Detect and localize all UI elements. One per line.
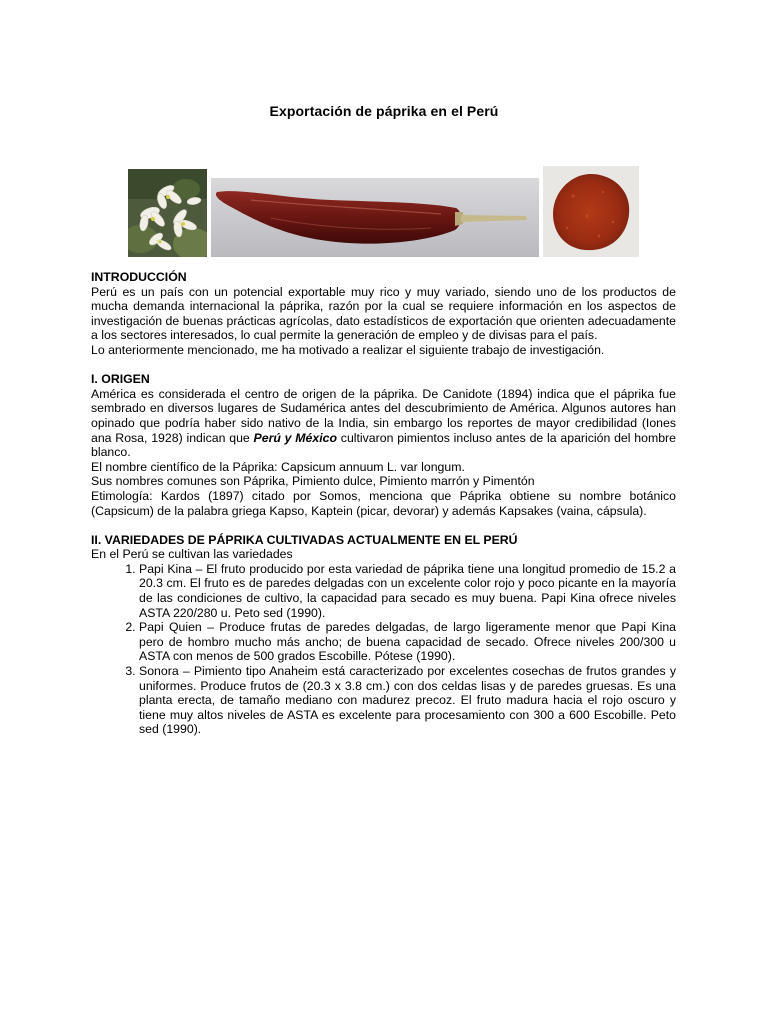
section-heading-variedades: II. VARIEDADES DE PÁPRIKA CULTIVADAS ACTUALMENTE EN EL PERÚ xyxy=(91,532,518,547)
origen-text-after: cultivaron pimientos incluso antes de la aparición del hombre blanco. xyxy=(91,430,676,460)
origen-text-before: América es considerada el centro de origen de la páprika. De Canidote (1894) indica que el páprika fue sembrado en diversos lugares de Sudamérica antes del descubrimiento de América. Algunos autores han opinado que podría haber sido nativo de la India, sin embargo los reportes de mayor credibilidad (Iones ana Rosa, 1928) indican que xyxy=(91,386,676,445)
origen-paragraph-1 xyxy=(91,387,676,460)
spacer xyxy=(91,358,676,373)
list-item: 2. Papi Quien – Produce frutas de paredes delgadas, de largo ligeramente menor que Papi Kina pero de hombro mucho más ancho; de buena capacidad de secado. Ofrece niveles 200/300 u ASTA con menos de 500 grados Escobille. Pótese (1990). xyxy=(139,620,676,664)
origen-paragraph-2: El nombre científico de la Páprika: Capsicum annuum L. var longum. xyxy=(91,459,465,474)
introduccion-paragraph-2: Lo anteriormente mencionado, me ha motivado a realizar el siguiente trabajo de investigación. xyxy=(91,342,605,357)
origen-paragraph-4: Etimología: Kardos (1897) citado por Somos, menciona que Páprika obtiene su nombre botánico (Capsicum) de la palabra griega Kapso, Kaptein (picar, devorar) y además Kapsakes (vaina, cápsula). xyxy=(91,488,676,518)
paprika-flower-photo xyxy=(128,169,207,257)
paprika-powder-photo xyxy=(543,166,639,257)
origen-emphasis: Perú y México xyxy=(253,430,337,445)
origen-paragraph-3: Sus nombres comunes son Páprika, Pimiento dulce, Pimiento marrón y Pimentón xyxy=(91,474,535,489)
document-title: Exportación de páprika en el Perú xyxy=(269,103,499,119)
section-heading-introduccion: INTRODUCCIÓN xyxy=(91,270,187,284)
varieties-list xyxy=(91,562,676,737)
introduccion-paragraph-1: Perú es un país con un potencial exportable muy rico y muy variado, siendo uno de los productos de mucha demanda internacional la páprika, razón por la cual se requiere información en los aspectos de investigación de buenas prácticas agrícolas, dato estadísticos de exportación que orienten adecuadamente a los sectores interesados, lo cual permite la generación de empleo y de divisas para el país. xyxy=(91,284,676,343)
list-item: 3. Sonora – Pimiento tipo Anaheim está caracterizado por excelentes cosechas de frutos grandes y uniformes. Produce frutos de (20.3 x 3.8 cm.) con dos celdas lisas y de paredes gruesas. Es una planta erecta, de tamaño mediano con madurez precoz. El fruto madura hacia el rojo oscuro y tiene muy altos niveles de ASTA es excelente para procesamiento con 300 a 600 Escobille. Peto sed (1990). xyxy=(139,664,676,737)
document-body xyxy=(91,270,676,737)
section-heading-origen: I. ORIGEN xyxy=(91,372,150,387)
list-item: 1. Papi Kina – El fruto producido por esta variedad de páprika tiene una longitud promedio de 15.2 a 20.3 cm. El fruto es de paredes delgadas con un excelente color rojo y poco picante en la mayoría de las condiciones de cultivo, la capacidad para secado es muy buena. Papi Kina ofrece niveles ASTA 220/280 u. Peto sed (1990). xyxy=(139,562,676,620)
dried-pepper-photo xyxy=(211,178,539,257)
variedades-intro: En el Perú se cultivan las variedades xyxy=(91,547,293,562)
spacer xyxy=(91,518,676,533)
